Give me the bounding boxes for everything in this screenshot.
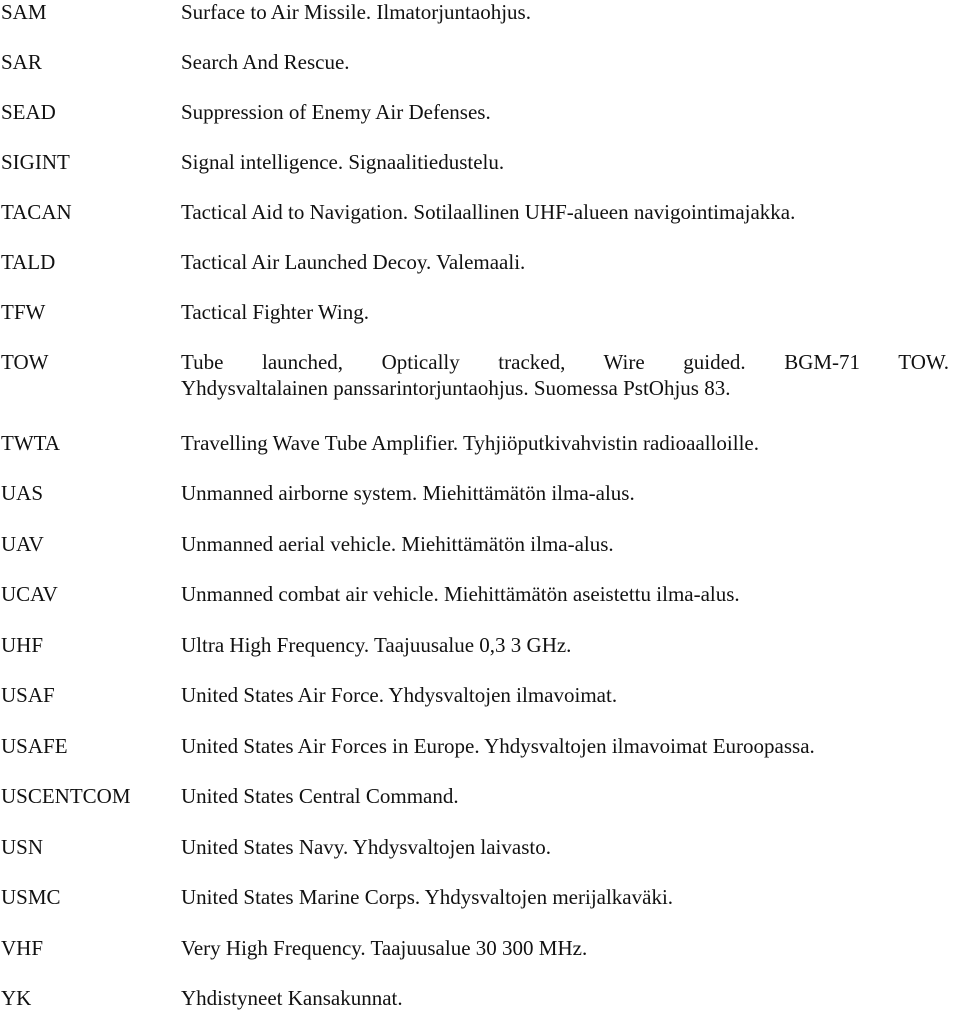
abbreviation: USAFE [1,734,68,758]
definition-line: Signal intelligence. Signaalitiedustelu. [181,150,505,174]
definition [181,734,956,758]
definition [181,350,956,400]
definition-line: Tube launched, Optically tracked, Wire guided. BGM-71 TOW. [181,350,949,374]
abbreviation: VHF [1,936,44,960]
definition-line: Yhdistyneet Kansakunnat. [181,986,403,1010]
definition [181,250,956,274]
abbreviation: YK [1,986,32,1010]
abbreviation: USCENTCOM [1,784,131,808]
definition [181,50,956,74]
definition-line: Tactical Air Launched Decoy. Valemaali. [181,250,526,274]
definition [181,986,956,1010]
abbreviation: SAM [1,0,47,24]
definition [181,481,956,505]
abbreviation: TALD [1,250,56,274]
definition [181,0,956,24]
abbreviation: TACAN [1,200,72,224]
definition-line: Unmanned aerial vehicle. Miehittämätön ilma-alus. [181,532,614,556]
abbreviation: UAS [1,481,44,505]
abbreviation: SAR [1,50,42,74]
abbreviation: USMC [1,885,61,909]
definition [181,532,956,556]
definition [181,885,956,909]
definition [181,683,956,707]
definition-line: United States Central Command. [181,784,459,808]
definition-line: Search And Rescue. [181,50,350,74]
abbreviation: TWTA [1,431,60,455]
definition-line: United States Air Forces in Europe. Yhdysvaltojen ilmavoimat Euroopassa. [181,734,815,758]
definition-line: Unmanned airborne system. Miehittämätön ilma-alus. [181,481,635,505]
definition-line: Tactical Aid to Navigation. Sotilaallinen UHF-alueen navigointimajakka. [181,200,796,224]
abbreviation: UCAV [1,582,58,606]
abbreviation: USAF [1,683,55,707]
abbreviation: USN [1,835,44,859]
definition-line: Tactical Fighter Wing. [181,300,369,324]
abbreviation: TFW [1,300,46,324]
abbreviation: UHF [1,633,44,657]
definition-line: United States Navy. Yhdysvaltojen laivasto. [181,835,551,859]
definition-line: Travelling Wave Tube Amplifier. Tyhjiöputkivahvistin radioaalloille. [181,431,760,455]
abbreviation: TOW [1,350,49,374]
abbreviation: SIGINT [1,150,70,174]
definition [181,936,956,960]
definition [181,835,956,859]
definition [181,633,956,657]
definition [181,100,956,124]
definition-line: United States Air Force. Yhdysvaltojen ilmavoimat. [181,683,618,707]
definition [181,150,956,174]
definition [181,300,956,324]
definition-line: Yhdysvaltalainen panssarintorjuntaohjus. Suomessa PstOhjus 83. [181,376,731,400]
definition [181,784,956,808]
definition [181,200,956,224]
definition-line: Ultra High Frequency. Taajuusalue 0,3 3 GHz. [181,633,572,657]
definition-line: Suppression of Enemy Air Defenses. [181,100,491,124]
definition-line: Surface to Air Missile. Ilmatorjuntaohjus. [181,0,531,24]
abbreviation: SEAD [1,100,56,124]
definition [181,431,956,455]
definition-line: Very High Frequency. Taajuusalue 30 300 MHz. [181,936,588,960]
definition-line: Unmanned combat air vehicle. Miehittämätön aseistettu ilma-alus. [181,582,740,606]
abbreviation: UAV [1,532,44,556]
definition-line: United States Marine Corps. Yhdysvaltojen merijalkaväki. [181,885,674,909]
definition [181,582,956,606]
